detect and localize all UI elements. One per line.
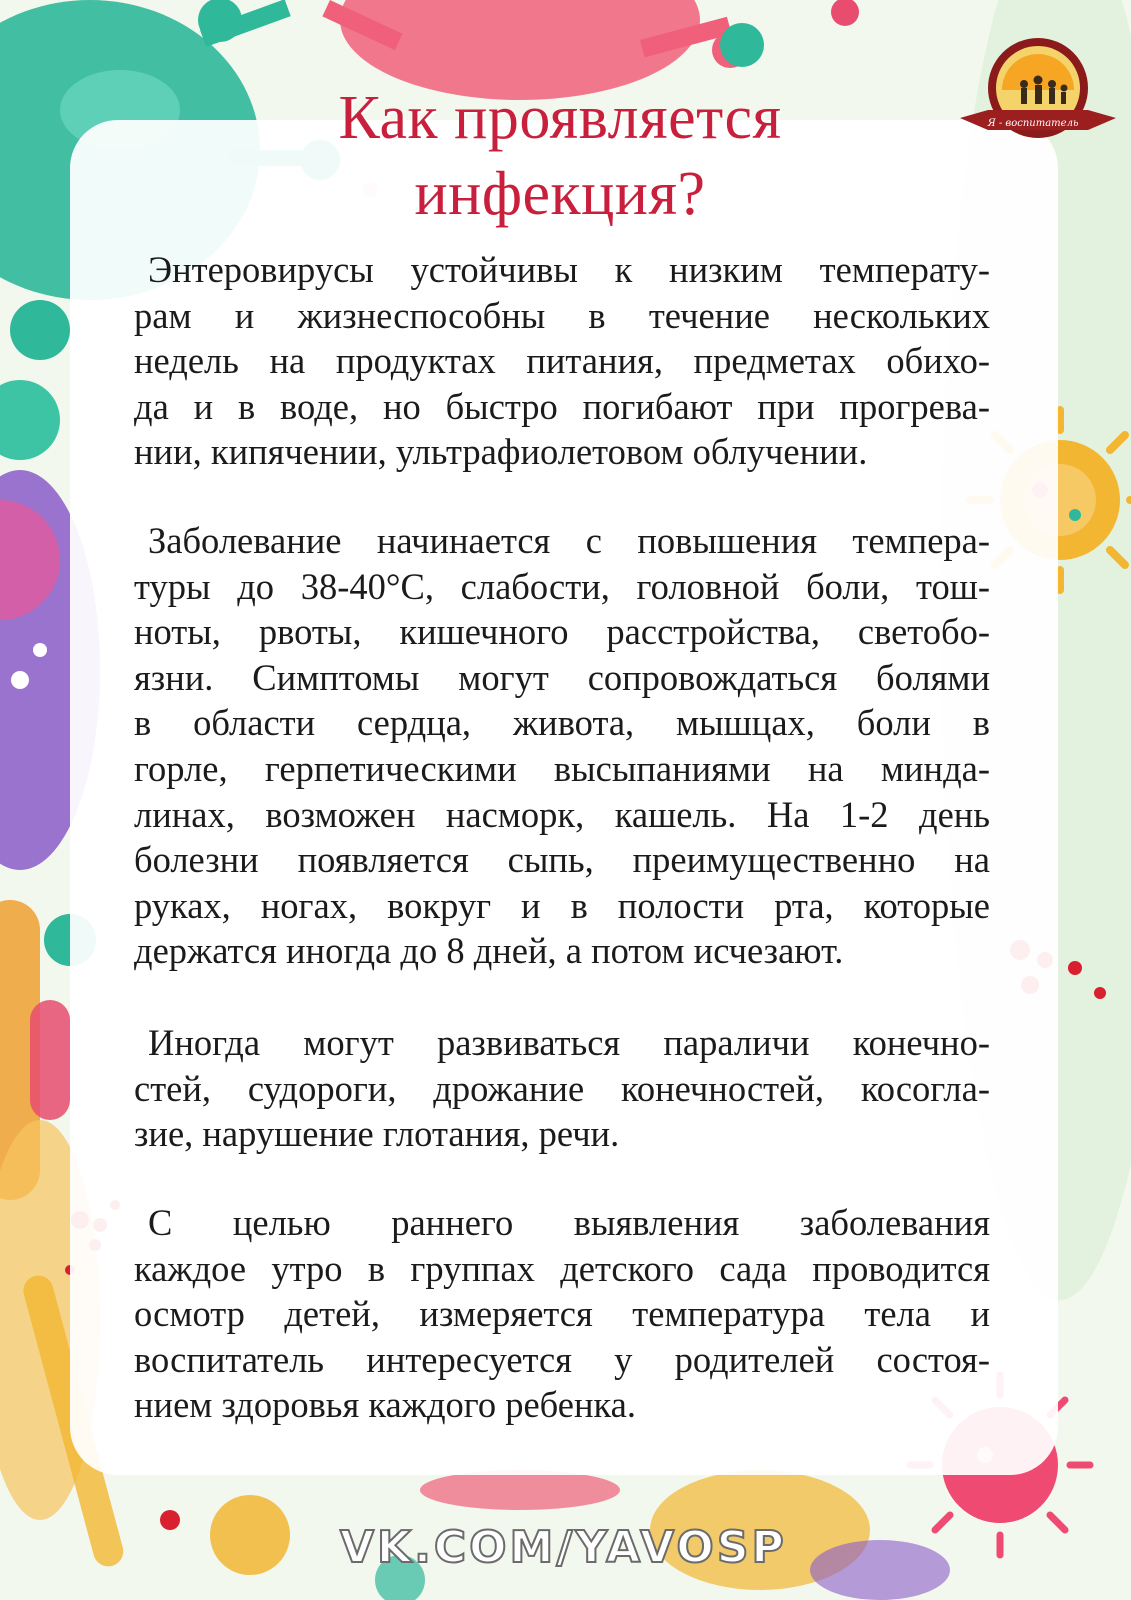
text-line: в области сердца, живота, мышцах, боли в: [134, 702, 990, 744]
text-line: осмотр детей, измеряется температура тела и: [134, 1293, 990, 1335]
text-line: держатся иногда до 8 дней, а потом исчезают.: [134, 930, 844, 972]
text-line: каждое утро в группах детского сада проводится: [134, 1247, 990, 1289]
footer-url[interactable]: VK.COM/YAVOSP: [340, 1522, 787, 1573]
text-line: Энтеровирусы устойчивы к низким температу-: [148, 249, 990, 290]
text-line: язни. Симптомы могут сопровождаться болями: [134, 656, 990, 698]
paragraph-prevention: [134, 1200, 990, 1428]
text-line: С целью раннего выявления заболевания: [148, 1202, 990, 1243]
text-line: воспитатель интересуется у родителей состоя-: [134, 1338, 990, 1380]
text-line: Заболевание начинается с повышения темпера-: [148, 520, 990, 561]
paragraph-resistance: [134, 247, 990, 475]
page-title: [250, 80, 870, 232]
paragraph-complications: [134, 1020, 990, 1157]
text-line: Иногда могут развиваться параличи конечно-: [148, 1022, 990, 1063]
title-line-1: Как проявляется: [338, 84, 782, 152]
text-line: линах, возможен насморк, кашель. На 1-2 день: [134, 793, 990, 835]
educator-logo-icon: [958, 30, 1118, 148]
text-line: горле, герпетическими высыпаниями на минда-: [134, 747, 990, 789]
text-line: туры до 38-40°С, слабости, головной боли, тош-: [134, 565, 990, 607]
paragraph-symptoms: [134, 518, 990, 974]
title-line-2: инфекция?: [414, 160, 706, 228]
logo-caption: Я - воспитатель: [987, 118, 1079, 129]
text-line: стей, судороги, дрожание конечностей, косогла-: [134, 1067, 990, 1109]
text-line: зие, нарушение глотания, речи.: [134, 1113, 620, 1155]
text-line: рам и жизнеспособны в течение нескольких: [134, 294, 990, 336]
text-line: нием здоровья каждого ребенка.: [134, 1384, 636, 1426]
text-line: руках, ногах, вокруг и в полости рта, которые: [134, 884, 990, 926]
text-line: недель на продуктах питания, предметах обихо-: [134, 340, 990, 382]
text-line: нии, кипячении, ультрафиолетовом облучении.: [134, 431, 868, 473]
text-line: болезни появляется сыпь, преимущественно на: [134, 839, 990, 881]
text-line: да и в воде, но быстро погибают при прогрева-: [134, 385, 990, 427]
text-line: ноты, рвоты, кишечного расстройства, светобо-: [134, 611, 990, 653]
